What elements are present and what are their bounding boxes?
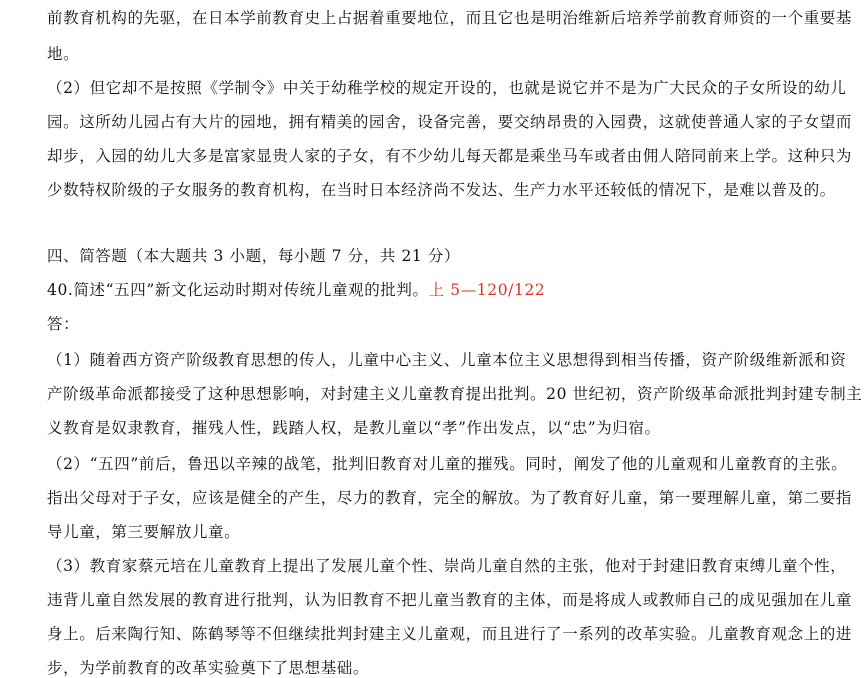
intro-line-2: 地。 (47, 45, 80, 63)
answer-label: 答： (47, 315, 80, 333)
question-reference: 上 5—120/122 (428, 281, 546, 299)
answer-1-line-1: （1）随着西方资产阶级教育思想的传人，儿童中心主义、儿童本位主义思想得到相当传播，资产阶级维新派和资 (47, 351, 847, 369)
intro-line-1: 前教育机构的先驱，在日本学前教育史上占据着重要地位，而且它也是明治维新后培养学前教育师资的一个重要基 (47, 9, 853, 27)
question-40 (47, 280, 827, 300)
question-text: 40.简述“五四”新文化运动时期对传统儿童观的批判。 (47, 281, 429, 299)
answer-2-line-1: （2）“五四”前后，鲁迅以辛辣的战笔，批判旧教育对儿童的摧残。同时，阐发了他的儿童观和儿童教育的主张。 (47, 455, 848, 473)
answer-3-line-1: （3）教育家蔡元培在儿童教育上提出了发展儿童个性、崇尚儿童自然的主张，他对于封建旧教育束缚儿童个性， (47, 557, 847, 575)
answer-3-line-3: 身上。后来陶行知、陈鹤琴等不但继续批判封建主义儿童观，而且进行了一系列的改革实验。儿童教育观念上的进 (47, 625, 853, 643)
answer-2-line-3: 导儿童，第三要解放儿童。 (47, 523, 241, 541)
paragraph-2-line-4: 少数特权阶级的子女服务的教育机构，在当时日本经济尚不发达、生产力水平还较低的情况下，是难以普及的。 (47, 181, 836, 199)
paragraph-2-line-3: 却步，入园的幼儿大多是富家显贵人家的子女，有不少幼儿每天都是乘坐马车或者由佣人陪同前来上学。这种只为 (47, 147, 853, 165)
section-heading: 四、简答题（本大题共 3 小题，每小题 7 分，共 21 分） (47, 247, 461, 265)
paragraph-2-line-2: 园。这所幼儿园占有大片的园地，拥有精美的园舍，设备完善，要交纳昂贵的入园费，这就使普通人家的子女望而 (47, 113, 853, 131)
answer-2-line-2: 指出父母对于子女，应该是健全的产生，尽力的教育，完全的解放。为了教育好儿童，第一要理解儿童，第二要指 (47, 489, 853, 507)
answer-3-line-2: 违背儿童自然发展的教育进行批判，认为旧教育不把儿童当教育的主体，而是将成人或教师自己的成见强加在儿童 (47, 591, 853, 609)
answer-1-line-3: 义教育是奴隶教育，摧残人性，践踏人权，是教儿童以“孝”作出发点，以“忠”为归宿。 (47, 419, 661, 437)
paragraph-2-line-1: （2）但它却不是按照《学制令》中关于幼稚学校的规定开设的，也就是说它并不是为广大民众的子女所设的幼儿 (47, 79, 847, 97)
answer-1-line-2: 产阶级革命派都接受了这种思想影响，对封建主义儿童教育提出批判。20 世纪初，资产阶级革命派批判封建专制主 (47, 385, 863, 403)
answer-3-line-4: 步，为学前教育的改革实验奠下了思想基础。 (47, 659, 370, 677)
